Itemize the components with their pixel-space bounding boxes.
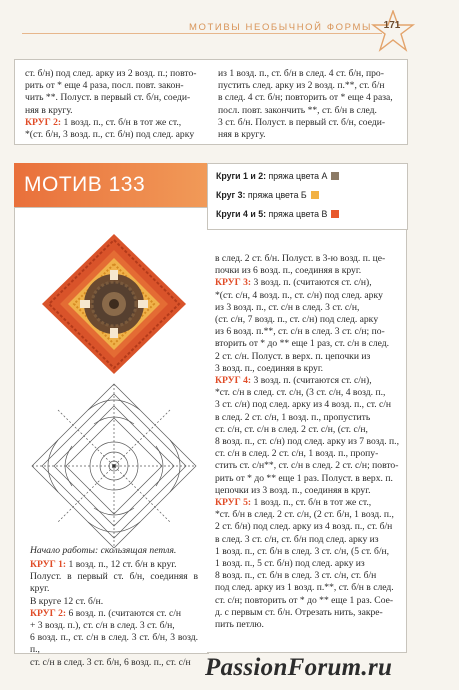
text-line: 3 возд. п., соединяя в круг.	[215, 362, 324, 374]
text-line: почки из 6 возд. п., соединяя в круг.	[215, 265, 362, 277]
text-line: Полуст. в первый ст. б/н, соединяя в круг.	[30, 571, 198, 595]
text-line: в след. 2 ст. с/н, 1 возд. п., пропустить	[215, 411, 371, 423]
color-swatch-c	[331, 210, 339, 218]
text-line: КРУГ 2: 1 возд. п., ст. б/н в тот же ст.,	[25, 116, 182, 128]
round-label: КРУГ 4:	[215, 375, 252, 387]
text-line: в след. 4 ст. б/н; повторить от * еще 4 раза,	[218, 92, 393, 104]
text-line: КРУГ 3: 3 возд. п. (считаются ст. с/н),	[215, 277, 372, 289]
text-line: (ст. с/н, 7 возд. п., ст. с/н) под след. аркy	[215, 314, 379, 326]
text-line: ст. с/н, ст. с/н в след. 2 ст. с/н, (ст. с/н,	[215, 423, 368, 435]
text-line: из 3 возд. п., ст. с/н в след. 3 ст. с/н,	[215, 301, 360, 313]
text-line: под след. аркy из 1 возд. п.**, ст. б/н в след.	[215, 582, 394, 594]
text-line: няя в кругу.	[25, 104, 73, 116]
text-line: 6 возд. п., ст. с/н в след. 3 ст. б/н, 3 возд. п.,	[30, 632, 198, 656]
text-line: ст. с/н в след. 3 ст. б/н, 6 возд. п., ст. с/н	[30, 656, 191, 668]
text-line: д. с первым ст. б/н. Отрезать нить, закре-	[215, 606, 383, 618]
site-watermark: PassionForum.ru	[205, 654, 393, 681]
color-swatch-b	[311, 191, 319, 199]
text-line: рить от * до ** еще 1 раз. Полуст. в верх. п.	[215, 472, 393, 484]
left-instructions	[30, 559, 198, 669]
text-line: + 3 возд. п.), ст. с/н в след. 3 ст. б/н,	[30, 620, 175, 632]
text-line: КРУГ 1: 1 возд. п., 12 ст. б/н в круг.	[30, 559, 177, 570]
text-line: 3 ст. б/н. Полуст. в первый ст. б/н, соеди-	[218, 116, 386, 128]
right-instructions	[215, 253, 399, 631]
text-line: 2 ст. б/н) под след. аркy из 4 возд. п., ст. б/н	[215, 521, 393, 533]
round-label: КРУГ 2:	[30, 607, 67, 619]
section-title: МОТИВЫ НЕОБЫЧНОЙ ФОРМЫ	[189, 22, 372, 33]
text-line: *ст. б/н в след. 2 ст. с/н, (2 ст. б/н, 1 возд. п.,	[215, 509, 394, 521]
text-line: рить от * еще 4 раза, посл. повт. закон-	[25, 80, 184, 92]
text-line: в след. 2 ст. б/н. Полуст. в 3-ю возд. п. це-	[215, 253, 386, 264]
star-icon	[370, 10, 416, 54]
crochet-motif-photo	[38, 230, 190, 378]
text-line: КРУГ 4: 3 возд. п. (считаются ст. с/н),	[215, 375, 372, 387]
text-line: ст. с/н; повторить от * до ** еще 1 раз. Сое-	[215, 594, 394, 606]
text-line: пить петлю.	[215, 619, 264, 631]
start-instruction: Начало работы: скользящая петля.	[30, 545, 177, 556]
text-line: вторить от * до ** еще 1 раз, ст. с/н в след.	[215, 338, 390, 350]
text-line: *ст. с/н в след. ст. с/н, (3 ст. с/н, 4 возд. п.,	[215, 387, 386, 399]
text-line: 8 возд. п., ст. б/н в след. 3 ст. с/н, ст. б/н	[215, 570, 377, 582]
text-line: цепочки из 3 возд. п., соединяя в круг.	[215, 484, 371, 496]
text-line: 2 ст. с/н. Полуст. в верх. п. цепочки из	[215, 350, 371, 362]
text-line: в след. 3 ст. с/н, ст. б/н под след. аркy из	[215, 533, 379, 545]
text-line: посл. повт. закончить **, ст. б/н в след.	[218, 104, 377, 116]
round-label: КРУГ 5:	[215, 497, 252, 509]
motif-title: МОТИВ 133	[24, 173, 146, 196]
crochet-chart-diagram	[28, 380, 200, 552]
continuation-box	[14, 59, 408, 145]
text-line: КРУГ 5: 1 возд. п., ст. б/н в тот же ст.,	[215, 497, 372, 509]
text-line: 1 возд. п., ст. б/н в след. 3 ст. с/н, (5 ст. б/н,	[215, 545, 390, 557]
continuation-left-column	[25, 68, 205, 141]
text-line: КРУГ 2: 6 возд. п. (считаются ст. с/н	[30, 607, 181, 619]
color-swatch-a	[331, 172, 339, 180]
page-number: 171	[383, 20, 401, 31]
yarn-row: Круги 4 и 5: пряжа цвета В	[216, 209, 339, 219]
header-rule	[22, 33, 382, 34]
text-line: *(ст. б/н, 3 возд. п., ст. б/н) под след. аркy	[25, 129, 195, 141]
continuation-right-column	[218, 68, 401, 141]
text-line: ст. б/н) под след. аркy из 2 возд. п.; повто-	[25, 68, 197, 79]
text-line: пустить след. аркy из 2 возд. п.**, ст. б/н	[218, 80, 385, 92]
motif-banner	[14, 163, 207, 207]
text-line: ст. с/н в след. 2 ст. с/н, 1 возд. п., пропу-	[215, 448, 379, 460]
yarn-row: Круги 1 и 2: пряжа цвета А	[216, 171, 339, 181]
text-line: из 1 возд. п., ст. б/н в след. 4 ст. б/н, про-	[218, 68, 384, 79]
yarn-legend	[207, 163, 408, 230]
text-line: стить ст. с/н**, ст. с/н в след. 2 ст. с/н; повто-	[215, 460, 399, 472]
text-line: из 6 возд. п.**, ст. с/н в след. 3 ст. с/н; по-	[215, 326, 385, 338]
round-label: КРУГ 1:	[30, 559, 67, 570]
text-line: чить **. Полуст. в первый ст. б/н, соеди-	[25, 92, 191, 104]
round-label: КРУГ 2:	[25, 116, 62, 128]
round-label: КРУГ 3:	[215, 277, 252, 289]
text-line: 8 возд. п., ст. с/н) под след. аркy из 7 возд. п.,	[215, 436, 399, 448]
yarn-row: Круг 3: пряжа цвета Б	[216, 190, 319, 200]
text-line: 1 возд. п., 5 ст. б/н) под след. аркy из	[215, 558, 365, 570]
text-line: *(ст. с/н, 4 возд. п., ст. с/н) под след. аркy	[215, 289, 383, 301]
text-line: няя в кругу.	[218, 129, 266, 141]
text-line: В кругe 12 ст. б/н.	[30, 595, 104, 607]
text-line: 3 ст. с/н) под след. аркy из 4 возд. п., ст. с/н	[215, 399, 392, 411]
